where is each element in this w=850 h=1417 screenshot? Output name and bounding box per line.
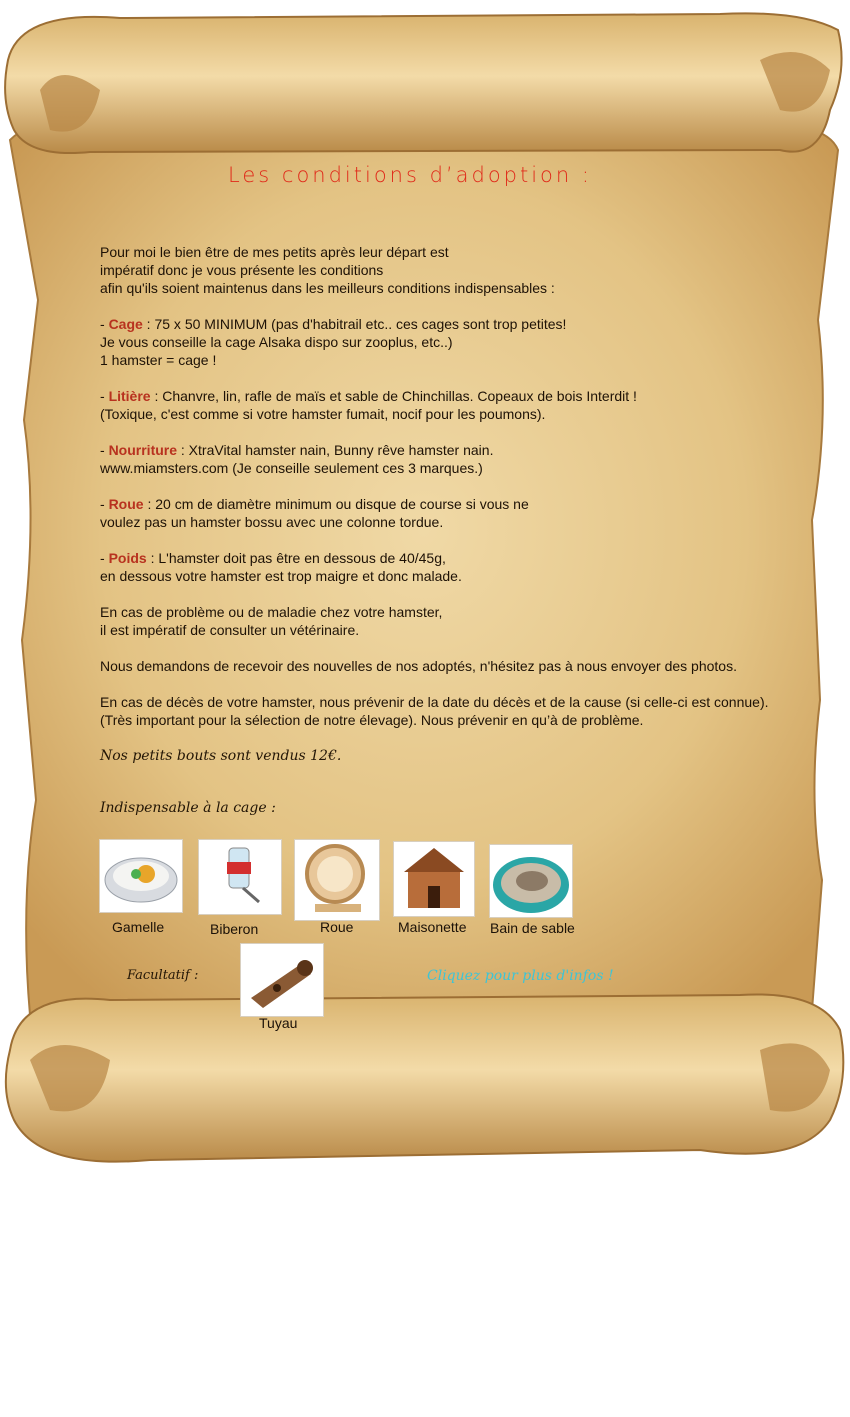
deces-line: (Très important pour la sélection de notre élevage). Nous prévenir en qu’à de problème. bbox=[100, 712, 644, 728]
cage-paragraph: - Cage : 75 x 50 MINIMUM (pas d'habitrail etc.. ces cages sont trop petites! Je vous conseille la cage Alsaka dispo sur zooplus, etc..) 1 hamster = cage ! bbox=[100, 316, 567, 368]
tube-image[interactable] bbox=[240, 943, 324, 1017]
litiere-label: Litière bbox=[108, 388, 151, 404]
intro-line: impératif donc je vous présente les conditions bbox=[100, 262, 384, 278]
roue-line: voulez pas un hamster bossu avec une colonne tordue. bbox=[100, 514, 444, 530]
house-icon bbox=[394, 842, 474, 916]
wheel-image[interactable] bbox=[294, 839, 380, 921]
cage-label: Cage bbox=[108, 316, 143, 332]
item-caption: Roue bbox=[320, 919, 354, 935]
cage-line: Je vous conseille la cage Alsaka dispo sur zooplus, etc..) bbox=[100, 334, 453, 350]
indispensable-label: Indispensable à la cage : bbox=[100, 800, 276, 816]
intro-line: afin qu'ils soient maintenus dans les meilleurs conditions indispensables : bbox=[100, 280, 555, 296]
probleme-line: il est impératif de consulter un vétérinaire. bbox=[100, 622, 360, 638]
item-caption: Tuyau bbox=[259, 1015, 298, 1031]
cage-line: 1 hamster = cage ! bbox=[100, 352, 217, 368]
bowl-icon bbox=[100, 840, 182, 912]
poids-line: en dessous votre hamster est trop maigre et donc malade. bbox=[100, 568, 462, 584]
litiere-paragraph: - Litière : Chanvre, lin, rafle de maïs et sable de Chinchillas. Copeaux de bois Interdit ! (Toxique, c'est comme si votre hamster fumait, nocif pour les poumons). bbox=[100, 388, 637, 422]
deces-paragraph bbox=[100, 693, 820, 729]
intro-paragraph bbox=[100, 243, 820, 297]
price-text: Nos petits bouts sont vendus 12€. bbox=[100, 748, 342, 764]
tube-icon bbox=[241, 944, 323, 1016]
facultatif-label: Facultatif : bbox=[127, 968, 199, 983]
sand-bath-image[interactable] bbox=[489, 844, 573, 918]
sand-bath-icon bbox=[490, 845, 572, 917]
bottle-icon bbox=[199, 840, 281, 914]
page-title: Les conditions d’adoption : bbox=[228, 163, 592, 187]
item-caption: Gamelle bbox=[112, 919, 165, 935]
poids-line: : L'hamster doit pas être en dessous de 40/45g, bbox=[146, 550, 446, 566]
nourriture-line: : XtraVital hamster nain, Bunny rêve hamster nain. bbox=[177, 442, 494, 458]
litiere-line: : Chanvre, lin, rafle de maïs et sable de Chinchillas. Copeaux de bois Interdit ! bbox=[150, 388, 637, 404]
probleme-paragraph bbox=[100, 603, 820, 639]
intro-line: Pour moi le bien être de mes petits après leur départ est bbox=[100, 244, 449, 260]
roue-paragraph: - Roue : 20 cm de diamètre minimum ou disque de course si vous ne voulez pas un hamster bossu avec une colonne tordue. bbox=[100, 496, 529, 530]
house-image[interactable] bbox=[393, 841, 475, 917]
item-caption: Maisonette bbox=[398, 919, 467, 935]
item-caption: Bain de sable bbox=[490, 920, 575, 936]
nourriture-label: Nourriture bbox=[108, 442, 178, 458]
deces-line: En cas de décès de votre hamster, nous prévenir de la date du décès et de la cause (si celle-ci est connue). bbox=[100, 694, 769, 710]
water-bottle-image[interactable] bbox=[198, 839, 282, 915]
roue-line: : 20 cm de diamètre minimum ou disque de course si vous ne bbox=[143, 496, 529, 512]
poids-paragraph: - Poids : L'hamster doit pas être en dessous de 40/45g, en dessous votre hamster est trop maigre et donc malade. bbox=[100, 550, 462, 584]
cage-line: : 75 x 50 MINIMUM (pas d'habitrail etc.. ces cages sont trop petites! bbox=[142, 316, 567, 332]
item-caption: Biberon bbox=[210, 921, 259, 937]
nourriture-line: www.miamsters.com (Je conseille seulement ces 3 marques.) bbox=[100, 460, 483, 476]
bowl-image[interactable] bbox=[99, 839, 183, 913]
wheel-icon bbox=[295, 840, 379, 920]
probleme-line: En cas de problème ou de maladie chez votre hamster, bbox=[100, 604, 443, 620]
litiere-line: (Toxique, c'est comme si votre hamster fumait, nocif pour les poumons). bbox=[100, 406, 546, 422]
conditions-text bbox=[100, 243, 820, 783]
more-info-link[interactable]: Cliquez pour plus d'infos ! bbox=[427, 968, 614, 984]
nouvelles-paragraph: Nous demandons de recevoir des nouvelles de nos adoptés, n'hésitez pas à nous envoyer des photos. bbox=[100, 658, 737, 674]
poids-label: Poids bbox=[108, 550, 147, 566]
roue-label: Roue bbox=[108, 496, 144, 512]
nourriture-paragraph: - Nourriture : XtraVital hamster nain, Bunny rêve hamster nain. www.miamsters.com (Je conseille seulement ces 3 marques.) bbox=[100, 442, 494, 476]
